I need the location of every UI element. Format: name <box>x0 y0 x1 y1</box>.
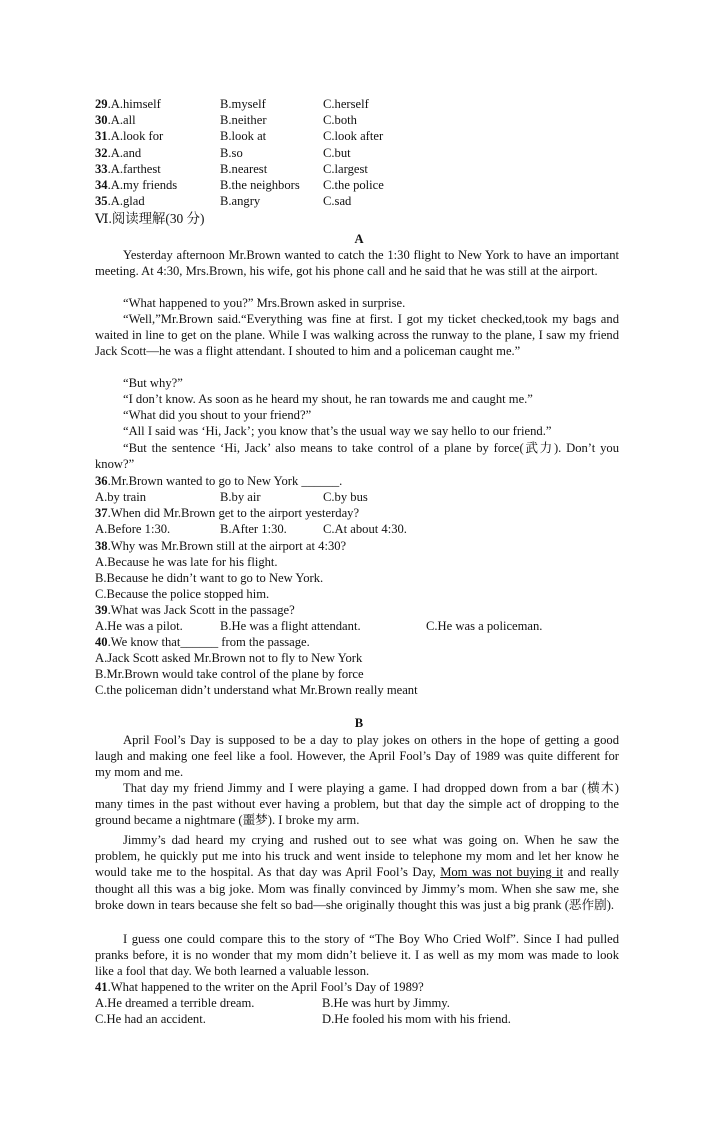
option-b: B.so <box>220 145 243 160</box>
passage-a-letter: A <box>354 232 364 246</box>
passage-a-paragraph: “All I said was ‘Hi, Jack’; you know that’s the usual way we say hello to our friend.” <box>123 424 552 438</box>
option-d: D.He fooled his mom with his friend. <box>322 1012 511 1026</box>
question-number: 31 <box>95 129 108 144</box>
option-b: B.After 1:30. <box>220 522 287 536</box>
option-b: B.angry <box>220 194 261 209</box>
question-options <box>95 618 543 634</box>
option-a: .A.and <box>107 145 142 160</box>
option-a: A.by train <box>95 490 147 504</box>
question-stem: 36.Mr.Brown wanted to go to New York ______. <box>95 474 343 488</box>
option-c: C.At about 4:30. <box>323 522 407 536</box>
question-options <box>95 521 407 537</box>
option-b: B.the neighbors <box>220 177 300 192</box>
option-c: C.sad <box>323 194 352 209</box>
question-number: 29 <box>95 97 108 111</box>
option-c: C.by bus <box>323 490 368 504</box>
passage-b-letter: B <box>354 716 364 730</box>
question-stem: 41.What happened to the writer on the April Fool’s Day of 1989? <box>95 980 424 994</box>
option-b: B.nearest <box>220 161 268 176</box>
question-number: 30 <box>95 113 108 128</box>
question-options <box>95 489 368 505</box>
section-heading: Ⅵ.阅读理解(30 分) <box>95 211 205 226</box>
option-a: .A.glad <box>107 194 145 209</box>
question-stem: 39.What was Jack Scott in the passage? <box>95 603 295 617</box>
option-a: .A.all <box>107 113 136 128</box>
question-number: 33 <box>95 161 108 176</box>
question-number: 34 <box>95 177 108 192</box>
underlined-phrase: Mom was not buying it <box>440 865 564 880</box>
passage-a-paragraph: “What happened to you?” Mrs.Brown asked in surprise. <box>123 296 406 310</box>
option-b: B.look at <box>220 129 267 144</box>
question-number: 35 <box>95 194 108 209</box>
passage-a-paragraph: Yesterday afternoon Mr.Brown wanted to catch the 1:30 flight to New York to have an important meeting. At 4:30, Mrs.Brown, his wife, got his phone call and he said that he was still at the airport. <box>95 248 619 279</box>
passage-a-paragraph: “What did you shout to your friend?” <box>123 408 312 422</box>
option-b: B.He was a flight attendant. <box>220 619 361 633</box>
passage-a-paragraph: “I don’t know. As soon as he heard my shout, he ran towards me and caught me.” <box>123 392 533 406</box>
passage-a-paragraph: “But why?” <box>123 376 183 390</box>
option-c: C.the policeman didn’t understand what Mr.Brown really meant <box>95 683 418 697</box>
option-c: C.the police <box>323 177 384 192</box>
option-b: B.by air <box>220 490 261 504</box>
option-c: C.Because the police stopped him. <box>95 587 270 601</box>
passage-b-paragraph: I guess one could compare this to the story of “The Boy Who Cried Wolf”. Since I had pulled pranks before, it is no wonder that my mom didn’t believe it. I as well as my mom was made to look like a fool that day. We both learned a valuable lesson. <box>95 932 619 979</box>
option-c: C.both <box>323 113 357 128</box>
option-b: B.neither <box>220 113 267 128</box>
option-a: .A.himself <box>107 97 161 111</box>
option-c: C.but <box>323 145 351 160</box>
question-options <box>95 995 450 1011</box>
question-stem: 37.When did Mr.Brown get to the airport yesterday? <box>95 506 360 520</box>
option-a: A.Because he was late for his flight. <box>95 555 278 569</box>
option-a: A.He dreamed a terrible dream. <box>95 996 255 1010</box>
question-options <box>95 1011 511 1027</box>
option-c: C.herself <box>323 97 369 111</box>
option-b: B.He was hurt by Jimmy. <box>322 996 450 1010</box>
option-c: C.look after <box>323 129 384 144</box>
passage-b-paragraph: Jimmy’s dad heard my crying and rushed out to see what was going on. When he saw the problem, he quickly put me into his truck and went inside to telephone my mom and let her know he would take me to the hospital. As that day was April Fool’s Day, Mom was not buying it and really thought all this was a big joke. Mom was finally convinced by Jimmy’s mom. When she saw me, she broke down in tears because she felt so bad—she originally thought this was just a big prank (恶作剧). <box>95 833 619 912</box>
question-number: 32 <box>95 145 108 160</box>
passage-a-paragraph: “Well,”Mr.Brown said.“Everything was fine at first. I got my ticket checked,took my bags and waited in line to get on the plane. While I was walking across the runway to the plane, I saw my friend Jack Scott—he was a flight attendant. I shouted to him and a policeman caught me.” <box>95 312 619 359</box>
option-c: C.He was a policeman. <box>426 619 543 633</box>
option-a: A.Before 1:30. <box>95 522 171 536</box>
option-b: B.Because he didn’t want to go to New York. <box>95 571 324 585</box>
passage-a-paragraph: “But the sentence ‘Hi, Jack’ also means to take control of a plane by force(武力). Don’t you know?” <box>95 441 619 472</box>
option-c: C.He had an accident. <box>95 1012 206 1026</box>
option-b: B.myself <box>220 97 266 111</box>
passage-b-paragraph: April Fool’s Day is supposed to be a day to play jokes on others in the hope of getting a good laugh and making one feel like a fool. However, the April Fool’s Day of 1989 was quite different for my mom and me. <box>95 733 619 780</box>
option-a: A.Jack Scott asked Mr.Brown not to fly to New York <box>95 651 363 665</box>
option-a: .A.my friends <box>107 177 178 192</box>
option-a: .A.look for <box>107 129 164 144</box>
passage-b-paragraph: That day my friend Jimmy and I were playing a game. I had dropped down from a bar (横木) many times in the past without ever having a problem, but that day the simple act of dropping to the ground became a nightmare (噩梦). I broke my arm. <box>95 781 619 828</box>
option-a: .A.farthest <box>107 161 161 176</box>
option-a: A.He was a pilot. <box>95 619 183 633</box>
question-stem: 40.We know that______ from the passage. <box>95 635 310 649</box>
question-stem: 38.Why was Mr.Brown still at the airport at 4:30? <box>95 539 347 553</box>
option-c: C.largest <box>323 161 368 176</box>
option-b: B.Mr.Brown would take control of the plane by force <box>95 667 364 681</box>
